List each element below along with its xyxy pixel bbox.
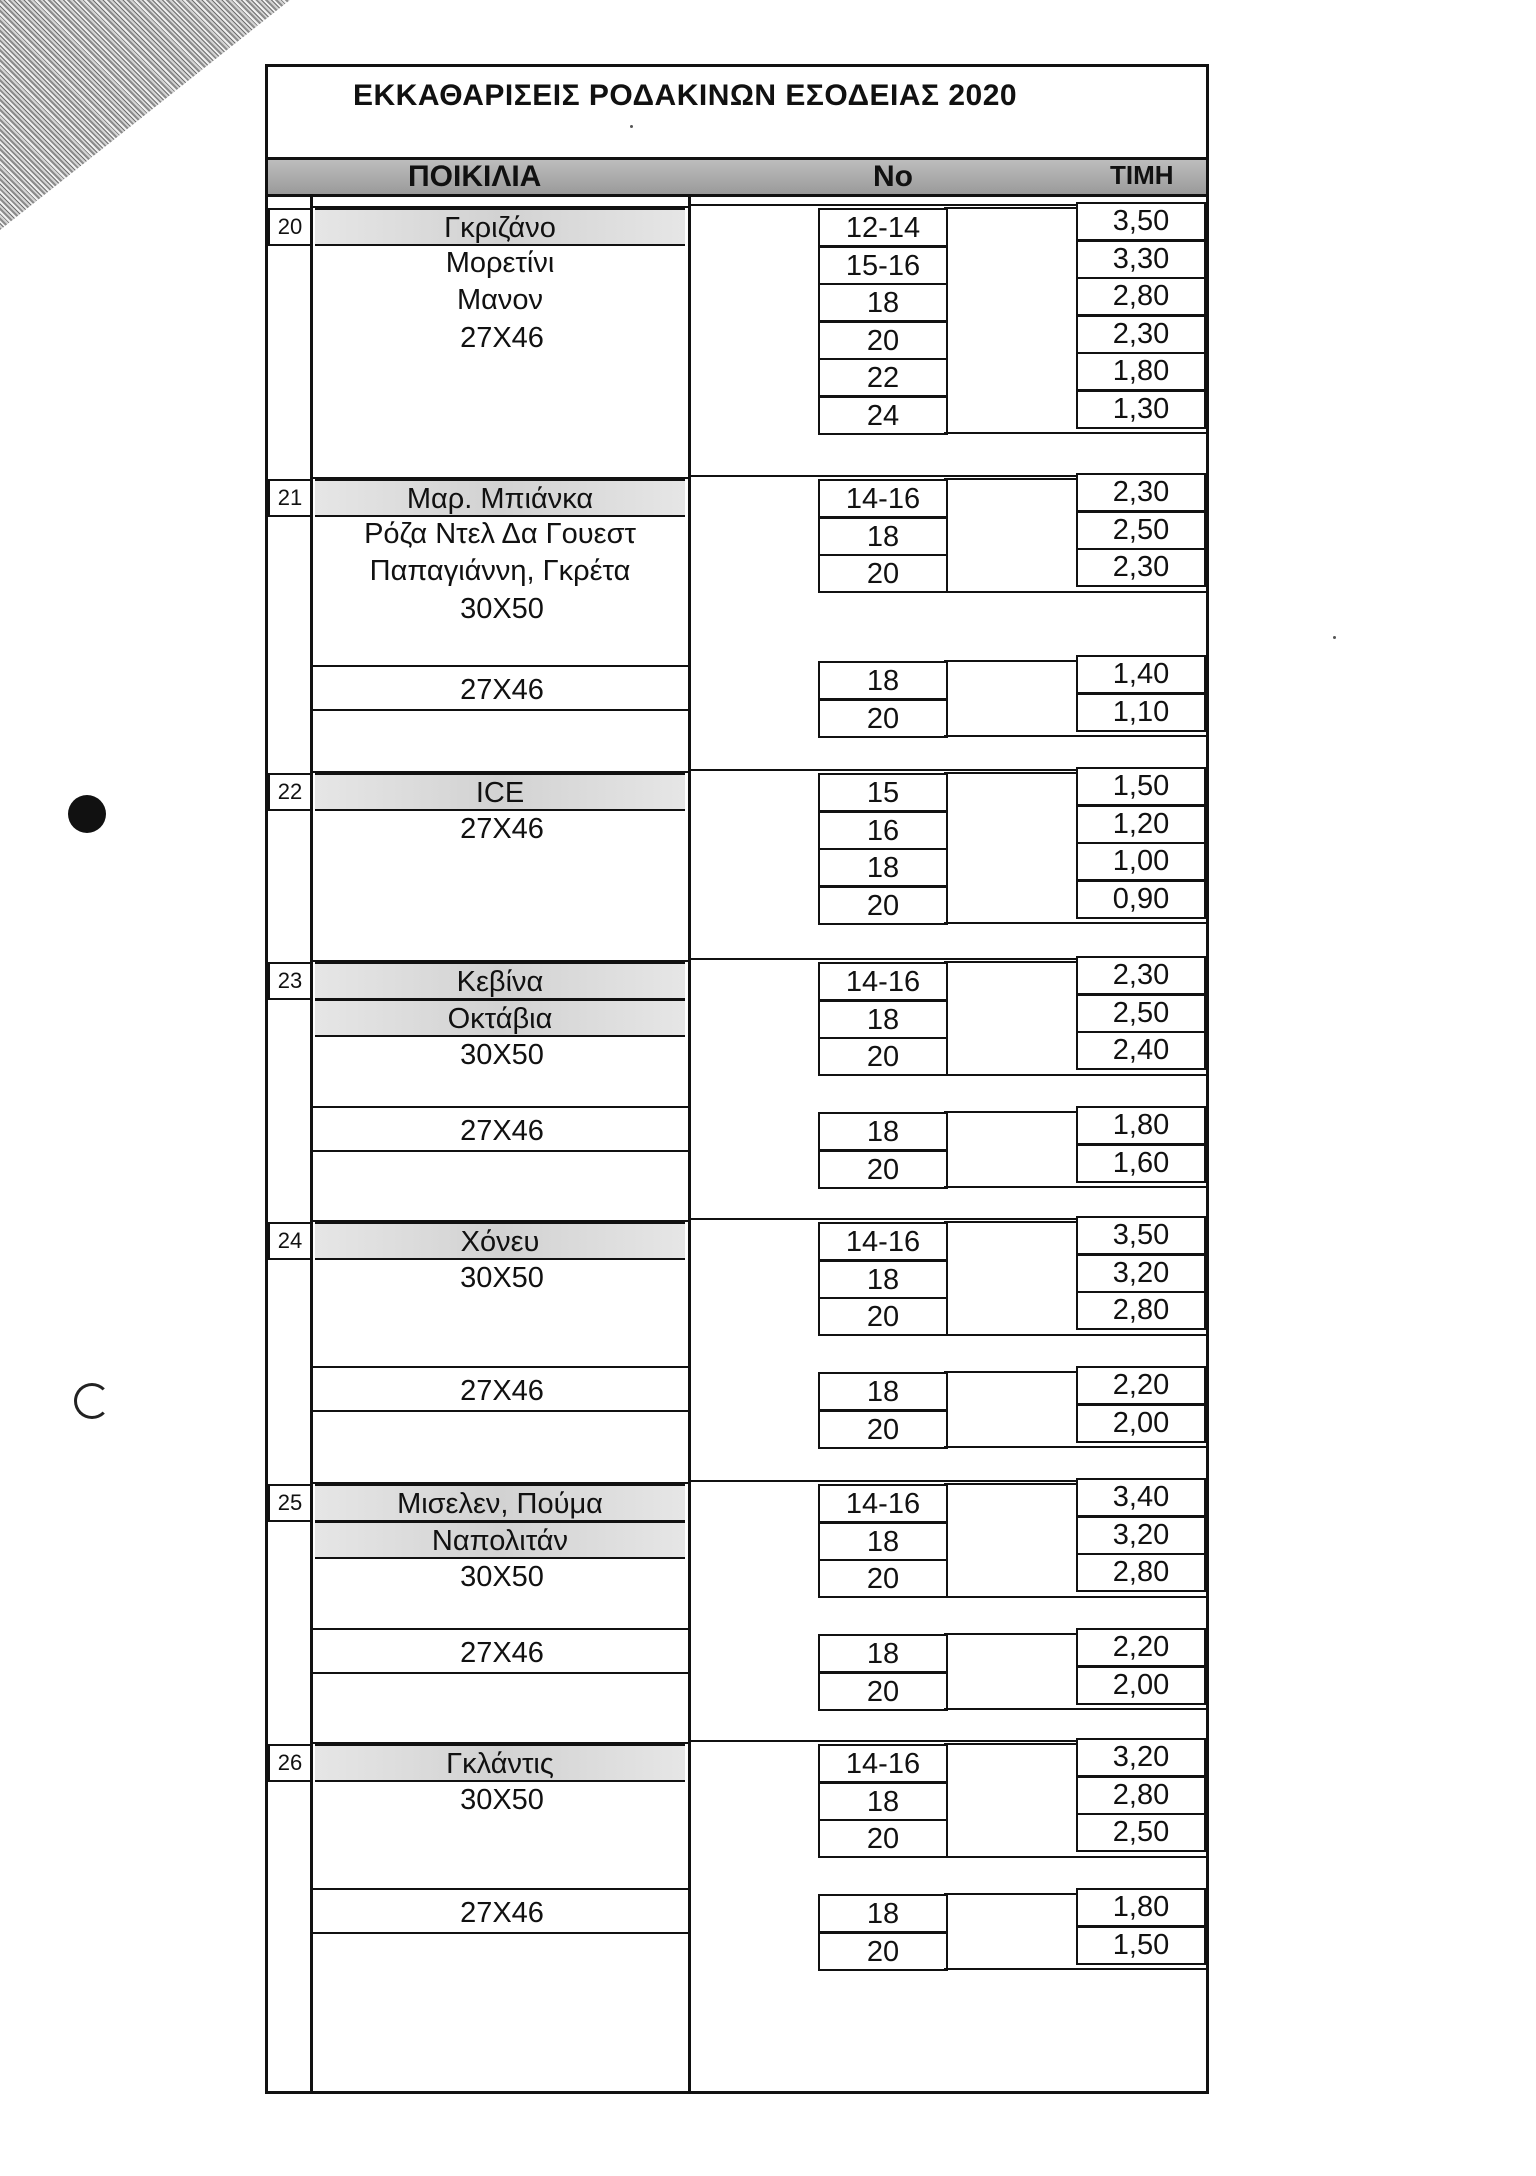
price-cell: 3,20 xyxy=(1076,1516,1206,1555)
scan-noise-corner xyxy=(0,0,290,230)
group-divider xyxy=(310,1672,688,1674)
size-number-cell: 12-14 xyxy=(818,208,948,247)
variety-name: Μορετίνι xyxy=(445,247,555,279)
pack-size: 30Χ50 xyxy=(460,1561,544,1593)
sheet-title: ΕΚΚΑΘΑΡΙΣΕΙΣ ΡΟΔΑΚΙΝΩΝ ΕΣΟΔΕΙΑΣ 2020 xyxy=(353,79,1018,112)
size-number-cell: 18 xyxy=(818,1782,948,1821)
section-number: 23 xyxy=(268,962,312,1000)
price-cell: 0,90 xyxy=(1076,880,1206,919)
variety-name: Γκριζάνο xyxy=(315,208,685,246)
column-header-row xyxy=(268,160,1206,197)
pack-size: 30Χ50 xyxy=(460,593,544,625)
variety-name: Παπαγιάννη, Γκρέτα xyxy=(369,555,631,587)
price-cell: 1,30 xyxy=(1076,390,1206,429)
row-rule xyxy=(944,1596,1206,1598)
price-cell: 3,40 xyxy=(1076,1478,1206,1517)
size-number-cell: 18 xyxy=(818,1634,948,1673)
row-rule xyxy=(944,1334,1206,1336)
group-divider xyxy=(310,665,688,667)
price-cell: 2,80 xyxy=(1076,1776,1206,1815)
size-number-cell: 20 xyxy=(818,1150,948,1189)
variety-name: Οκτάβια xyxy=(315,999,685,1037)
price-cell: 1,40 xyxy=(1076,655,1206,694)
variety-name: Χόνευ xyxy=(315,1222,685,1260)
size-number-cell: 20 xyxy=(818,1559,948,1598)
size-number-cell: 14-16 xyxy=(818,1222,948,1261)
row-rule xyxy=(944,432,1206,434)
price-cell: 2,20 xyxy=(1076,1366,1206,1405)
size-number-cell: 20 xyxy=(818,321,948,360)
size-number-cell: 22 xyxy=(818,358,948,397)
section-number: 24 xyxy=(268,1222,312,1260)
price-cell: 3,50 xyxy=(1076,1216,1206,1255)
variety-name: Γκλάντις xyxy=(315,1744,685,1782)
size-number-cell: 18 xyxy=(818,661,948,700)
size-number-cell: 18 xyxy=(818,848,948,887)
pack-size: 30Χ50 xyxy=(460,1039,544,1071)
group-divider xyxy=(310,1628,688,1630)
row-rule xyxy=(944,1074,1206,1076)
variety-name: Μαρ. Μπιάνκα xyxy=(315,479,685,517)
section-number: 25 xyxy=(268,1484,312,1522)
section-number: 22 xyxy=(268,773,312,811)
price-cell: 1,80 xyxy=(1076,352,1206,391)
row-rule xyxy=(944,1633,1076,1635)
row-rule xyxy=(944,1968,1206,1970)
price-cell: 2,80 xyxy=(1076,277,1206,316)
row-rule xyxy=(944,1893,1076,1895)
pack-size: 27Χ46 xyxy=(460,674,544,706)
size-number-cell: 14-16 xyxy=(818,962,948,1001)
size-number-cell: 16 xyxy=(818,811,948,850)
price-cell: 1,50 xyxy=(1076,1926,1206,1965)
price-cell: 2,50 xyxy=(1076,1813,1206,1852)
row-rule xyxy=(944,591,1206,593)
price-cell: 3,20 xyxy=(1076,1254,1206,1293)
row-rule xyxy=(944,1371,1076,1373)
group-divider xyxy=(310,1366,688,1368)
group-divider xyxy=(310,1410,688,1412)
price-cell: 1,60 xyxy=(1076,1144,1206,1183)
price-cell: 2,30 xyxy=(1076,473,1206,512)
group-divider xyxy=(310,709,688,711)
pack-size: 30Χ50 xyxy=(460,1784,544,1816)
price-sheet xyxy=(265,64,1209,2094)
row-rule xyxy=(944,660,1076,662)
price-cell: 1,80 xyxy=(1076,1106,1206,1145)
size-number-cell: 18 xyxy=(818,1112,948,1151)
row-rule xyxy=(944,1111,1076,1113)
punch-hole-bottom xyxy=(74,1383,110,1419)
size-number-cell: 20 xyxy=(818,1410,948,1449)
punch-hole-top xyxy=(68,795,106,833)
pack-size: 27Χ46 xyxy=(460,1897,544,1929)
size-number-cell: 20 xyxy=(818,699,948,738)
pack-size: 27Χ46 xyxy=(460,1375,544,1407)
price-cell: 2,00 xyxy=(1076,1666,1206,1705)
size-number-cell: 20 xyxy=(818,1297,948,1336)
group-divider xyxy=(310,1106,688,1108)
size-number-cell: 14-16 xyxy=(818,479,948,518)
column-price: ΤΙΜΗ xyxy=(1110,160,1174,190)
price-cell: 2,30 xyxy=(1076,315,1206,354)
pack-size: 27Χ46 xyxy=(460,1115,544,1147)
row-rule xyxy=(944,922,1206,924)
size-number-cell: 18 xyxy=(818,283,948,322)
price-cell: 3,30 xyxy=(1076,240,1206,279)
size-number-cell: 14-16 xyxy=(818,1744,948,1783)
price-cell: 1,20 xyxy=(1076,805,1206,844)
row-rule xyxy=(944,207,1076,209)
size-number-cell: 18 xyxy=(818,517,948,556)
price-cell: 1,80 xyxy=(1076,1888,1206,1927)
size-number-cell: 18 xyxy=(818,1372,948,1411)
group-divider xyxy=(310,1150,688,1152)
row-rule xyxy=(944,1446,1206,1448)
column-variety: ΠΟΙΚΙΛΙΑ xyxy=(408,160,542,193)
price-cell: 2,00 xyxy=(1076,1404,1206,1443)
row-rule xyxy=(944,735,1206,737)
size-number-cell: 14-16 xyxy=(818,1484,948,1523)
size-number-cell: 24 xyxy=(818,396,948,435)
price-cell: 2,80 xyxy=(1076,1553,1206,1592)
price-cell: 1,10 xyxy=(1076,693,1206,732)
price-cell: 3,50 xyxy=(1076,202,1206,241)
size-number-cell: 18 xyxy=(818,1894,948,1933)
variety-name: Μισελεν, Πούμα xyxy=(315,1484,685,1522)
price-cell: 2,20 xyxy=(1076,1628,1206,1667)
variety-name: Μανον xyxy=(456,284,544,316)
scan-speck xyxy=(1333,636,1336,639)
size-number-cell: 20 xyxy=(818,886,948,925)
column-divider-mid xyxy=(688,194,691,2091)
section-number: 26 xyxy=(268,1744,312,1782)
row-rule xyxy=(944,1186,1206,1188)
pack-size: 27Χ46 xyxy=(460,813,544,845)
size-number-cell: 20 xyxy=(818,1672,948,1711)
row-rule xyxy=(944,1743,1076,1745)
variety-name: Ρόζα Ντελ Δα Γουεστ xyxy=(364,518,636,550)
row-rule xyxy=(944,1483,1076,1485)
row-rule xyxy=(944,772,1076,774)
column-number: Νο xyxy=(873,160,913,193)
row-rule xyxy=(944,1708,1206,1710)
price-cell: 1,00 xyxy=(1076,842,1206,881)
size-number-cell: 15-16 xyxy=(818,246,948,285)
variety-name: ICE xyxy=(315,773,685,811)
price-cell: 2,50 xyxy=(1076,511,1206,550)
pack-size: 27Χ46 xyxy=(460,1637,544,1669)
section-number: 20 xyxy=(268,208,312,246)
size-number-cell: 20 xyxy=(818,554,948,593)
row-rule xyxy=(944,1856,1206,1858)
group-divider xyxy=(310,1932,688,1934)
size-number-cell: 18 xyxy=(818,1000,948,1039)
variety-name: Ναπολιτάν xyxy=(315,1521,685,1559)
pack-size: 27Χ46 xyxy=(460,322,544,354)
size-number-cell: 20 xyxy=(818,1819,948,1858)
price-cell: 2,40 xyxy=(1076,1031,1206,1070)
group-divider xyxy=(310,1888,688,1890)
price-cell: 2,30 xyxy=(1076,956,1206,995)
row-rule xyxy=(944,1221,1076,1223)
row-rule xyxy=(944,478,1076,480)
price-cell: 1,50 xyxy=(1076,767,1206,806)
pack-size: 30Χ50 xyxy=(460,1262,544,1294)
price-cell: 2,80 xyxy=(1076,1291,1206,1330)
section-number: 21 xyxy=(268,479,312,517)
sheet-title-row xyxy=(268,67,1206,160)
price-cell: 2,50 xyxy=(1076,994,1206,1033)
size-number-cell: 18 xyxy=(818,1260,948,1299)
price-cell: 2,30 xyxy=(1076,548,1206,587)
row-rule xyxy=(944,961,1076,963)
variety-name: Κεβίνα xyxy=(315,962,685,1000)
size-number-cell: 20 xyxy=(818,1037,948,1076)
price-cell: 3,20 xyxy=(1076,1738,1206,1777)
size-number-cell: 18 xyxy=(818,1522,948,1561)
size-number-cell: 20 xyxy=(818,1932,948,1971)
size-number-cell: 15 xyxy=(818,773,948,812)
